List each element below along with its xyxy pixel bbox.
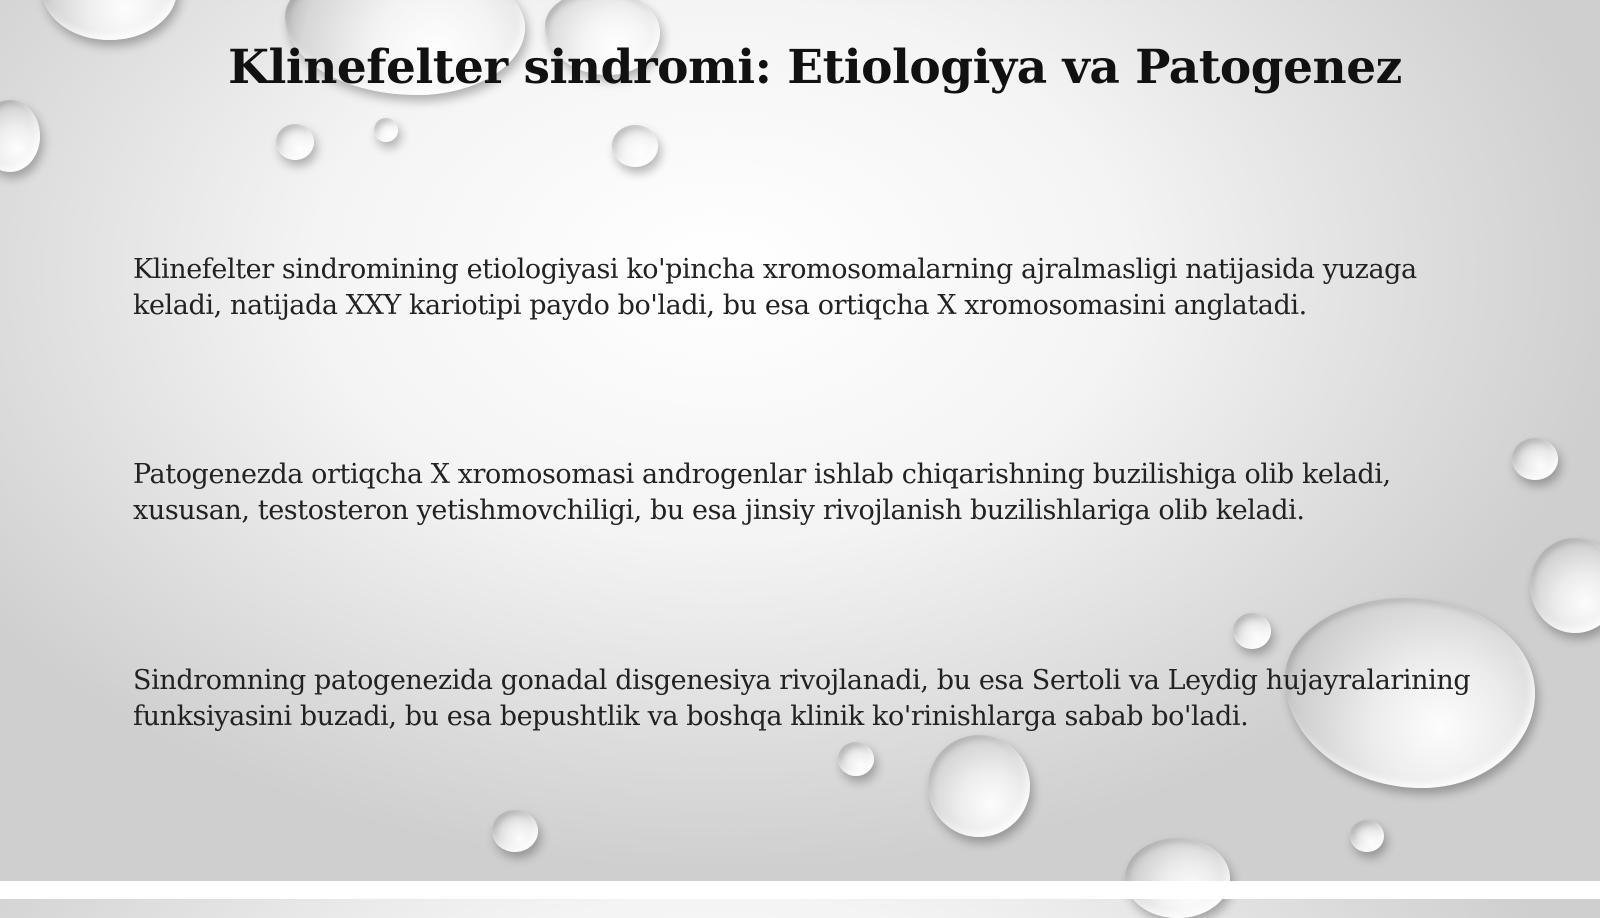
bottom-margin bbox=[0, 881, 1600, 899]
paragraph-etiology: Klinefelter sindromining etiologiyasi ko'pincha xromosomalarning ajralmasligi natijasida yuzaga keladi, natijada XXY kariotipi paydo bo'ladi, bu esa ortiqcha X xromosomasini anglatadi. bbox=[133, 254, 1417, 321]
water-drop bbox=[1350, 820, 1384, 852]
water-drop bbox=[1125, 838, 1230, 918]
water-drop bbox=[838, 742, 874, 776]
water-drop bbox=[928, 735, 1030, 837]
water-drop bbox=[1530, 538, 1600, 633]
water-drop bbox=[1233, 613, 1271, 649]
water-drop bbox=[276, 124, 314, 160]
water-drop bbox=[42, 0, 177, 40]
water-drop bbox=[612, 125, 658, 167]
paragraph-gonadal-dysgenesis: Sindromning patogenezida gonadal disgenesiya rivojlanadi, bu esa Sertoli va Leydig hujayralarining funksiyasini buzadi, bu esa bepushtlik va boshqa klinik ko'rinishlarga sabab bo'ladi. bbox=[133, 665, 1471, 732]
slide-title: Klinefelter sindromi: Etiologiya va Patogenez bbox=[228, 40, 1402, 95]
water-drop bbox=[374, 118, 398, 142]
water-drop bbox=[0, 100, 40, 172]
water-drop bbox=[1512, 438, 1558, 480]
paragraph-pathogenesis: Patogenezda ortiqcha X xromosomasi androgenlar ishlab chiqarishning buzilishiga olib keladi, xususan, testosteron yetishmovchiligi, bu esa jinsiy rivojlanish buzilishlariga olib keladi. bbox=[133, 459, 1391, 526]
water-drop bbox=[492, 810, 538, 852]
